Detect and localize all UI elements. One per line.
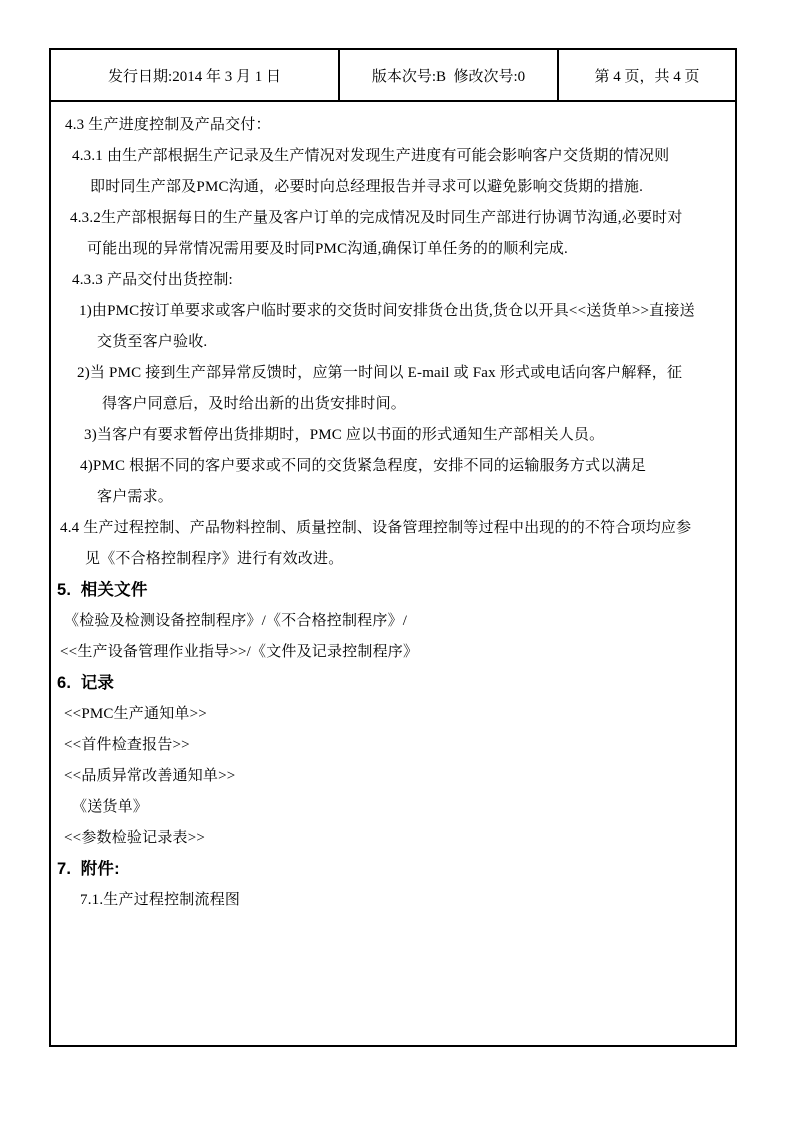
header-version-revision: 版本次号:B 修改次号:0 (340, 50, 559, 100)
doc-line-record-1: <<PMC生产通知单>> (64, 706, 207, 722)
document-frame (49, 48, 737, 1047)
doc-line-item-2: 2)当 PMC 接到生产部异常反馈时，应第一时间以 E-mail 或 Fax 形式或电话向客户解释，征 (77, 365, 683, 381)
doc-line-item-1-cont: 交货至客户验收. (97, 334, 208, 350)
doc-line-4-3-1-cont: 即时同生产部及PMC沟通，必要时向总经理报告并寻求可以避免影响交货期的措施. (90, 179, 644, 195)
doc-line-4-3-2: 4.3.2生产部根据每日的生产量及客户订单的完成情况及时同生产部进行协调节沟通,必要时对 (70, 210, 683, 226)
doc-line-record-4: 《送货单》 (72, 799, 149, 815)
doc-line-item-4-cont: 客户需求。 (97, 489, 174, 505)
doc-line-4-3-1: 4.3.1 由生产部根据生产记录及生产情况对发现生产进度有可能会影响客户交货期的情况则 (72, 148, 670, 164)
doc-line-4-3-2-cont: 可能出现的异常情况需用要及时同PMC沟通,确保订单任务的的顺利完成. (87, 241, 568, 257)
doc-line-4-4-cont: 见《不合格控制程序》进行有效改进。 (85, 551, 344, 567)
header-issue-date: 发行日期:2014 年 3 月 1 日 (51, 50, 340, 100)
doc-line-record-2: <<首件检查报告>> (64, 737, 190, 753)
doc-line-record-5: <<参数检验记录表>> (64, 830, 206, 846)
section-heading-records: 6. 记录 (57, 674, 115, 692)
doc-line-record-3: <<品质异常改善通知单>> (64, 768, 236, 784)
doc-line-item-4: 4)PMC 根据不同的客户要求或不同的交货紧急程度，安排不同的运输服务方式以满足 (80, 458, 646, 474)
doc-line-4-4: 4.4 生产过程控制、产品物料控制、质量控制、设备管理控制等过程中出现的的不符合项均应参 (60, 520, 692, 536)
document-body (51, 102, 735, 916)
doc-line-4-3: 4.3 生产进度控制及产品交付： (65, 117, 271, 133)
doc-line-related-doc-1: 《检验及检测设备控制程序》/《不合格控制程序》/ (64, 613, 408, 629)
doc-line-related-doc-2: <<生产设备管理作业指导>>/《文件及记录控制程序》 (60, 644, 419, 660)
doc-line-item-1: 1)由PMC按订单要求或客户临时要求的交货时间安排货仓出货,货仓以开具<<送货单>>直接送 (79, 303, 695, 319)
doc-line-item-2-cont: 得客户同意后，及时给出新的出货安排时间。 (102, 396, 407, 412)
doc-line-attachment-7-1: 7.1.生产过程控制流程图 (80, 892, 241, 908)
section-heading-attachments: 7. 附件: (57, 860, 120, 878)
section-heading-related-documents: 5. 相关文件 (57, 581, 148, 599)
header-page-info: 第 4 页，共 4 页 (594, 68, 700, 85)
doc-line-item-3: 3)当客户有要求暂停出货排期时，PMC 应以书面的形式通知生产部相关人员。 (84, 427, 605, 443)
header-table (51, 50, 735, 102)
doc-line-4-3-3: 4.3.3 产品交付出货控制: (72, 272, 233, 288)
